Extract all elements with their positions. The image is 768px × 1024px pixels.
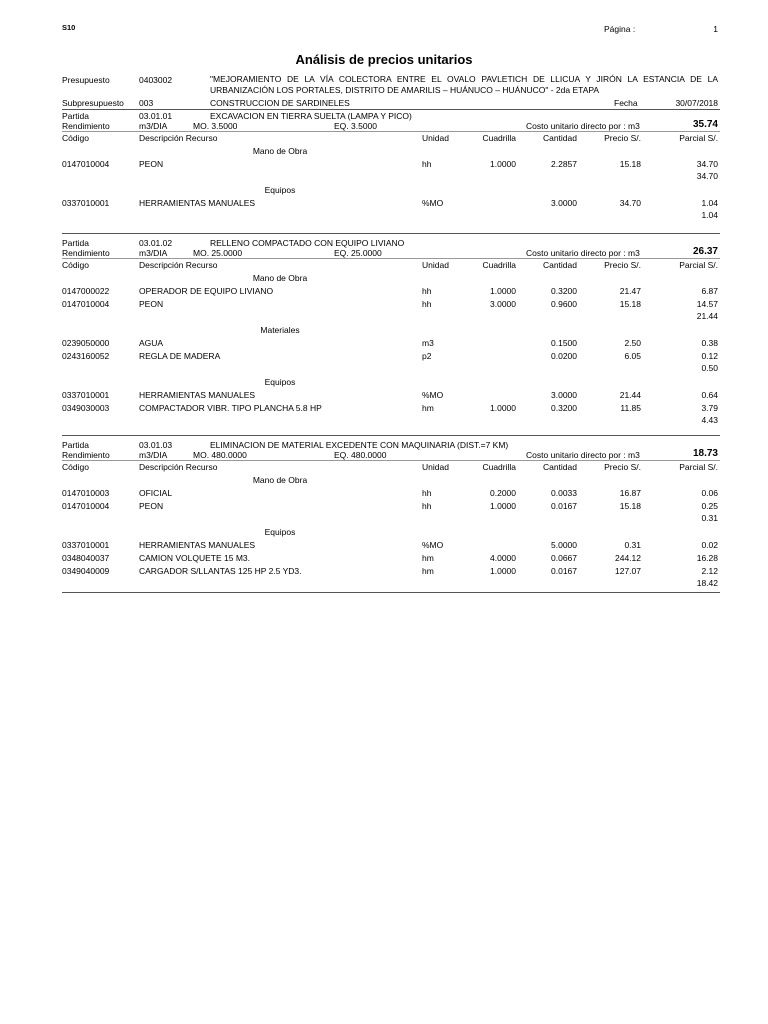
resource-cantidad: 0.0167 [551,566,577,576]
resource-cantidad: 0.1500 [551,338,577,348]
resource-codigo: 0337010001 [62,198,110,208]
resource-desc: CAMION VOLQUETE 15 M3. [139,553,250,563]
col-parcial: Parcial S/. [679,133,718,143]
resource-parcial: 16.28 [696,553,718,563]
rendimiento-eq: EQ. 480.0000 [334,450,387,460]
group-title: Mano de Obra [252,475,308,485]
resource-unidad: hh [422,286,432,296]
group-subtotal: 1.04 [701,210,718,220]
costo-label: Costo unitario directo por : m3 [526,121,640,131]
subpresupuesto-description: CONSTRUCCION DE SARDINELES [210,98,350,108]
partida-label: Partida [62,111,89,121]
rendimiento-unit: m3/DIA [139,121,168,131]
col-cantidad: Cantidad [542,260,577,270]
partida-label: Partida [62,238,89,248]
resource-cantidad: 0.3200 [551,286,577,296]
page-title: Análisis de precios unitarios [295,52,473,67]
resource-codigo: 0337010001 [62,390,110,400]
rendimiento-unit: m3/DIA [139,248,168,258]
group-title: Materiales [260,325,300,335]
partida-label: Partida [62,440,89,450]
resource-cuadrilla: 1.0000 [490,286,516,296]
resource-desc: HERRAMIENTAS MANUALES [139,540,256,550]
resource-desc: COMPACTADOR VIBR. TIPO PLANCHA 5.8 HP [139,403,322,413]
col-unidad: Unidad [422,462,449,472]
costo-label: Costo unitario directo por : m3 [526,248,640,258]
resource-unidad: %MO [422,540,444,550]
col-parcial: Parcial S/. [679,462,718,472]
partida-code: 03.01.02 [139,238,173,248]
resource-precio: 21.47 [619,286,641,296]
presupuesto-label: Presupuesto [62,75,110,85]
resource-unidad: p2 [422,351,432,361]
resource-cuadrilla: 4.0000 [490,553,516,563]
col-precio: Precio S/. [604,260,641,270]
partida-name: EXCAVACION EN TIERRA SUELTA (LAMPA Y PICO) [210,111,412,121]
resource-parcial: 0.06 [701,488,718,498]
resource-cuadrilla: 1.0000 [490,403,516,413]
resource-cantidad: 0.0033 [551,488,577,498]
resource-codigo: 0348040037 [62,553,110,563]
page-label: Página : [604,24,636,34]
system-label: S10 [62,23,76,32]
resource-codigo: 0147010004 [62,501,110,511]
resource-desc: AGUA [139,338,164,348]
subpresupuesto-label: Subpresupuesto [62,98,124,108]
resource-parcial: 0.02 [701,540,718,550]
resource-parcial: 0.25 [701,501,718,511]
resource-precio: 2.50 [624,338,641,348]
resource-parcial: 34.70 [696,159,718,169]
resource-precio: 15.18 [619,501,641,511]
resource-precio: 16.87 [619,488,641,498]
resource-codigo: 0349040009 [62,566,110,576]
resource-cuadrilla: 1.0000 [490,501,516,511]
resource-unidad: %MO [422,390,444,400]
resource-cantidad: 2.2857 [551,159,577,169]
resource-parcial: 14.57 [696,299,718,309]
resource-desc: PEON [139,299,164,309]
resource-codigo: 0147010004 [62,299,110,309]
group-title: Mano de Obra [252,273,308,283]
rendimiento-mo: MO. 3.5000 [193,121,238,131]
resource-desc: HERRAMIENTAS MANUALES [139,198,256,208]
resource-cantidad: 0.0200 [551,351,577,361]
resource-codigo: 0239050000 [62,338,110,348]
resource-cantidad: 0.0667 [551,553,577,563]
col-cuadrilla: Cuadrilla [482,260,516,270]
rendimiento-label: Rendimiento [62,450,110,460]
group-subtotal: 21.44 [696,311,718,321]
rendimiento-unit: m3/DIA [139,450,168,460]
resource-cuadrilla: 1.0000 [490,159,516,169]
col-cantidad: Cantidad [542,133,577,143]
resource-unidad: hh [422,159,432,169]
resource-precio: 34.70 [619,198,641,208]
resource-parcial: 0.38 [701,338,718,348]
partida-cost: 35.74 [692,119,718,130]
col-unidad: Unidad [422,133,449,143]
resource-precio: 0.31 [624,540,641,550]
resource-parcial: 6.87 [701,286,718,296]
resource-unidad: %MO [422,198,444,208]
resource-cantidad: 0.3200 [551,403,577,413]
costo-label: Costo unitario directo por : m3 [526,450,640,460]
resource-desc: REGLA DE MADERA [139,351,221,361]
resource-parcial: 3.79 [701,403,718,413]
resource-cantidad: 5.0000 [551,540,577,550]
resource-parcial: 2.12 [701,566,718,576]
partida-code: 03.01.03 [139,440,173,450]
resource-cantidad: 0.9600 [551,299,577,309]
resource-unidad: hh [422,501,432,511]
col-descripcion: Descripción Recurso [139,260,218,270]
group-subtotal: 4.43 [701,415,718,425]
group-subtotal: 0.31 [701,513,718,523]
subpresupuesto-code: 003 [139,98,154,108]
divider [62,435,720,436]
fecha-value: 30/07/2018 [675,98,718,108]
resource-precio: 21.44 [619,390,641,400]
resource-unidad: m3 [422,338,434,348]
resource-codigo: 0349030003 [62,403,110,413]
col-cuadrilla: Cuadrilla [482,462,516,472]
resource-precio: 15.18 [619,159,641,169]
resource-unidad: hh [422,299,432,309]
col-codigo: Código [62,462,89,472]
resource-desc: PEON [139,501,164,511]
resource-desc: OPERADOR DE EQUIPO LIVIANO [139,286,274,296]
group-title: Mano de Obra [252,146,308,156]
resource-codigo: 0243160052 [62,351,110,361]
fecha-label: Fecha [614,98,638,108]
resource-cantidad: 3.0000 [551,390,577,400]
resource-parcial: 0.12 [701,351,718,361]
resource-precio: 11.85 [620,403,641,413]
page-number: 1 [713,24,718,34]
resource-parcial: 0.64 [701,390,718,400]
resource-unidad: hm [422,403,434,413]
resource-cantidad: 0.0167 [551,501,577,511]
resource-parcial: 1.04 [701,198,718,208]
group-title: Equipos [264,377,296,387]
resource-precio: 15.18 [619,299,641,309]
resource-precio: 6.05 [624,351,641,361]
partida-cost: 26.37 [692,246,718,257]
group-subtotal: 34.70 [696,171,718,181]
resource-codigo: 0337010001 [62,540,110,550]
resource-cuadrilla: 0.2000 [490,488,516,498]
col-cantidad: Cantidad [542,462,577,472]
col-descripcion: Descripción Recurso [139,133,218,143]
rendimiento-label: Rendimiento [62,248,110,258]
divider [62,233,720,234]
resource-desc: HERRAMIENTAS MANUALES [139,390,256,400]
divider [62,592,720,593]
resource-precio: 244.12 [615,553,641,563]
resource-unidad: hh [422,488,432,498]
rendimiento-mo: MO. 480.0000 [193,450,247,460]
col-codigo: Código [62,260,89,270]
resource-cantidad: 3.0000 [551,198,577,208]
partida-name: RELLENO COMPACTADO CON EQUIPO LIVIANO [210,238,405,248]
resource-codigo: 0147010004 [62,159,110,169]
group-title: Equipos [264,185,296,195]
presupuesto-code: 0403002 [139,75,173,85]
resource-cuadrilla: 1.0000 [490,566,516,576]
col-precio: Precio S/. [604,462,641,472]
resource-desc: PEON [139,159,164,169]
partida-code: 03.01.01 [139,111,173,121]
resource-unidad: hm [422,553,434,563]
resource-codigo: 0147000022 [62,286,110,296]
resource-desc: CARGADOR S/LLANTAS 125 HP 2.5 YD3. [139,566,302,576]
resource-precio: 127.07 [615,566,641,576]
resource-codigo: 0147010003 [62,488,110,498]
partida-name: ELIMINACION DE MATERIAL EXCEDENTE CON MAQUINARIA (DIST.=7 KM) [210,440,509,450]
rendimiento-eq: EQ. 25.0000 [334,248,382,258]
resource-desc: OFICIAL [139,488,173,498]
col-descripcion: Descripción Recurso [139,462,218,472]
col-codigo: Código [62,133,89,143]
group-title: Equipos [264,527,296,537]
resource-cuadrilla: 3.0000 [490,299,516,309]
rendimiento-eq: EQ. 3.5000 [334,121,378,131]
presupuesto-description: "MEJORAMIENTO DE LA VÍA COLECTORA ENTRE EL OVALO PAVLETICH DE LLICUA Y JIRÓN LA ESTANCIA DE LA URBANIZACIÓN LOS PORTALES, DISTRITO DE AMARILIS – HUÁNUCO – HUÁNUCO" - 2da ETAPA [210,74,718,95]
rendimiento-label: Rendimiento [62,121,110,131]
col-precio: Precio S/. [604,133,641,143]
group-subtotal: 0.50 [701,363,718,373]
group-subtotal: 18.42 [696,578,718,588]
col-cuadrilla: Cuadrilla [482,133,516,143]
resource-unidad: hm [422,566,434,576]
col-parcial: Parcial S/. [679,260,718,270]
partida-cost: 18.73 [692,448,718,459]
rendimiento-mo: MO. 25.0000 [193,248,243,258]
col-unidad: Unidad [422,260,449,270]
